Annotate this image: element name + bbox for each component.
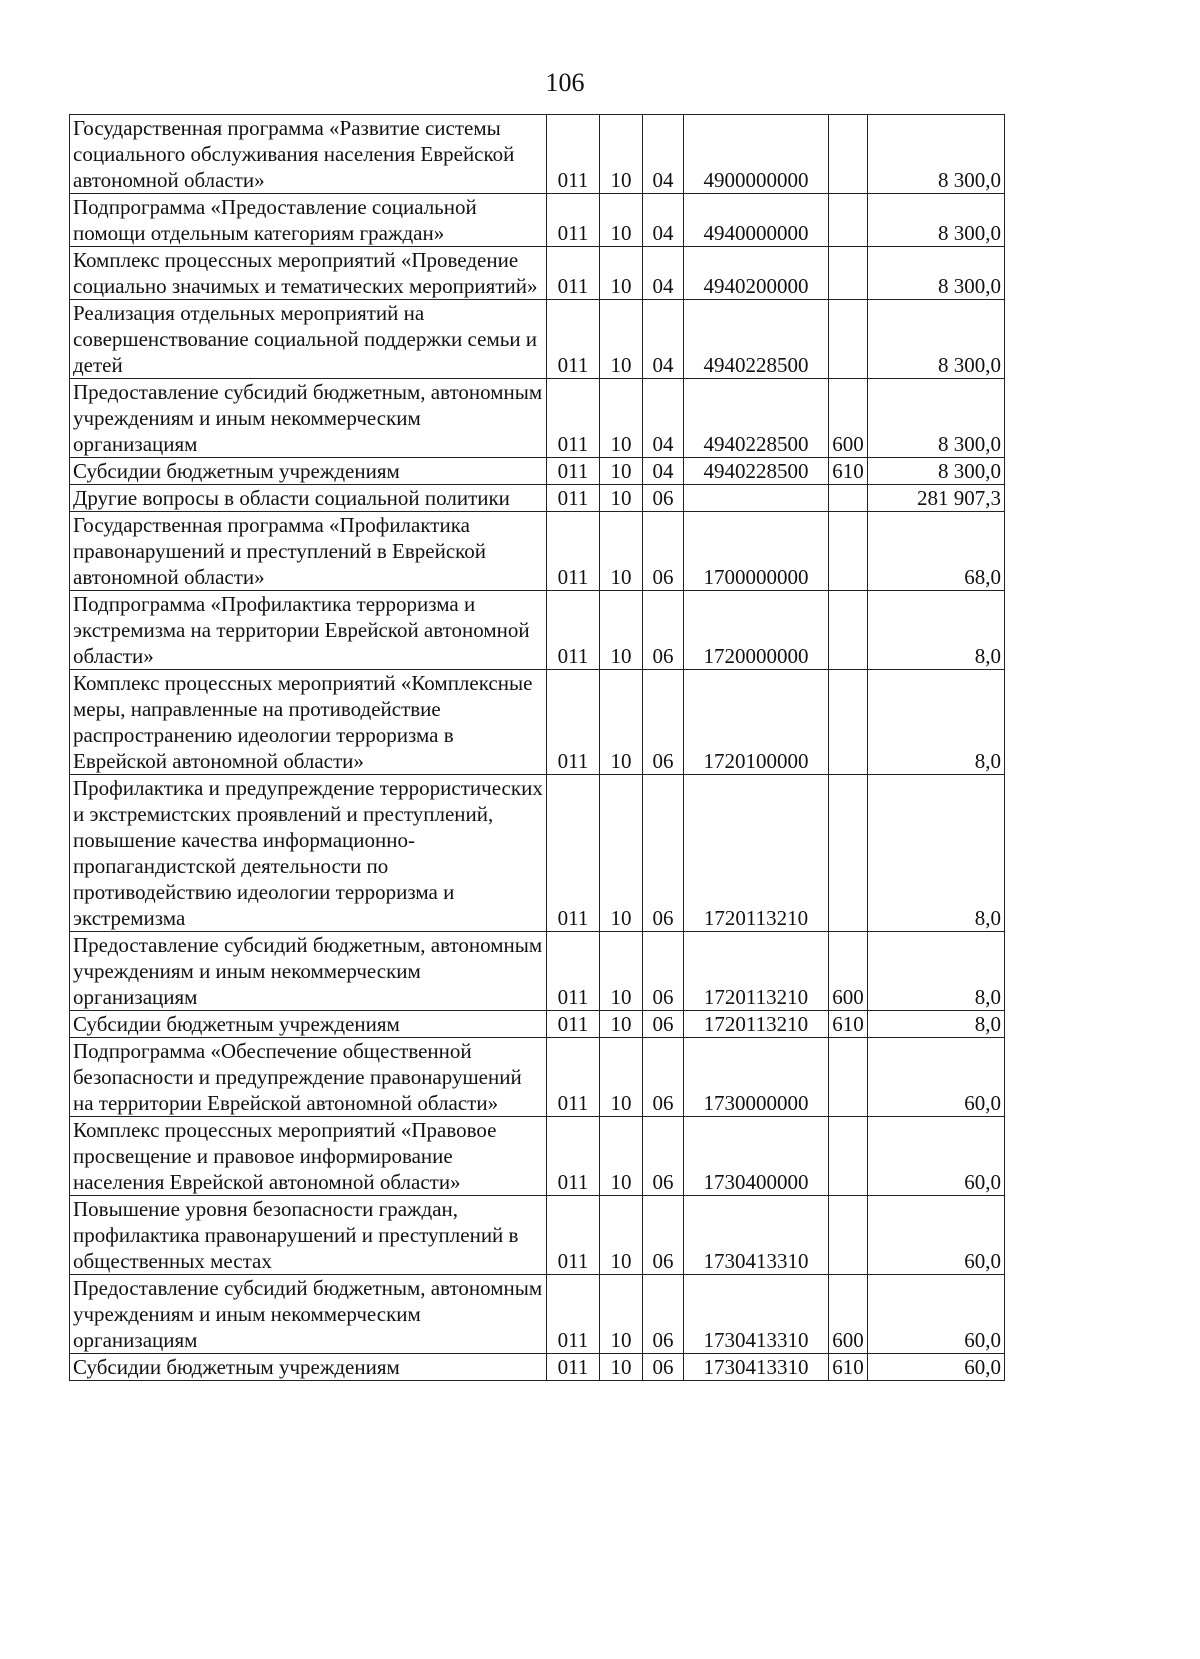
code-section: 10 [600,932,643,1011]
amount: 8 300,0 [868,115,1005,194]
amount: 8 300,0 [868,379,1005,458]
table-row [70,247,1005,300]
amount: 8,0 [868,1011,1005,1038]
row-name: Субсидии бюджетным учреждениям [70,458,547,485]
code-expense-type [829,115,868,194]
code-target: 1730400000 [684,1117,829,1196]
code-subsection: 04 [643,115,684,194]
row-name: Субсидии бюджетным учреждениям [70,1011,547,1038]
code-ministry: 011 [547,775,600,932]
amount: 60,0 [868,1038,1005,1117]
code-ministry: 011 [547,1117,600,1196]
table-row [70,591,1005,670]
amount: 60,0 [868,1354,1005,1381]
row-name: Профилактика и предупреждение террористических и экстремистских проявлений и преступлений, повышение качества информационно-пропагандистской деятельности по противодействию идеологии терроризма и экстремизма [70,775,547,932]
code-target: 4940000000 [684,194,829,247]
code-subsection: 06 [643,591,684,670]
row-name: Реализация отдельных мероприятий на совершенствование социальной поддержки семьи и детей [70,300,547,379]
code-target: 4940228500 [684,458,829,485]
code-section: 10 [600,512,643,591]
code-expense-type: 610 [829,1011,868,1038]
row-name: Другие вопросы в области социальной политики [70,485,547,512]
table-row [70,1038,1005,1117]
table-row [70,485,1005,512]
code-subsection: 06 [643,1196,684,1275]
row-name: Подпрограмма «Профилактика терроризма и экстремизма на территории Еврейской автономной области» [70,591,547,670]
code-ministry: 011 [547,1275,600,1354]
code-expense-type: 600 [829,379,868,458]
table-row [70,300,1005,379]
code-ministry: 011 [547,247,600,300]
code-subsection: 04 [643,194,684,247]
amount: 8,0 [868,670,1005,775]
row-name: Государственная программа «Развитие системы социального обслуживания населения Еврейской автономной области» [70,115,547,194]
code-target: 1730413310 [684,1354,829,1381]
amount: 8 300,0 [868,247,1005,300]
code-section: 10 [600,1011,643,1038]
code-target: 1720113210 [684,932,829,1011]
code-ministry: 011 [547,1354,600,1381]
amount: 8,0 [868,932,1005,1011]
code-target: 1720113210 [684,1011,829,1038]
code-ministry: 011 [547,115,600,194]
code-expense-type [829,247,868,300]
code-section: 10 [600,379,643,458]
code-ministry: 011 [547,1196,600,1275]
amount: 8,0 [868,775,1005,932]
code-expense-type: 610 [829,458,868,485]
amount: 60,0 [868,1196,1005,1275]
code-target: 4940200000 [684,247,829,300]
code-target: 1700000000 [684,512,829,591]
code-target: 1730000000 [684,1038,829,1117]
code-section: 10 [600,115,643,194]
row-name: Субсидии бюджетным учреждениям [70,1354,547,1381]
budget-table [69,114,1005,1381]
code-expense-type: 600 [829,932,868,1011]
code-ministry: 011 [547,458,600,485]
code-section: 10 [600,1275,643,1354]
table-row [70,458,1005,485]
code-target: 4900000000 [684,115,829,194]
code-section: 10 [600,485,643,512]
code-section: 10 [600,247,643,300]
code-target: 4940228500 [684,379,829,458]
table-row [70,932,1005,1011]
code-subsection: 06 [643,485,684,512]
row-name: Комплекс процессных мероприятий «Правовое просвещение и правовое информирование населения Еврейской автономной области» [70,1117,547,1196]
code-expense-type [829,512,868,591]
code-subsection: 06 [643,512,684,591]
code-subsection: 06 [643,1275,684,1354]
code-section: 10 [600,300,643,379]
code-expense-type [829,1196,868,1275]
code-target: 1720113210 [684,775,829,932]
code-expense-type: 610 [829,1354,868,1381]
code-section: 10 [600,1117,643,1196]
row-name: Подпрограмма «Предоставление социальной помощи отдельным категориям граждан» [70,194,547,247]
code-section: 10 [600,1354,643,1381]
code-target [684,485,829,512]
row-name: Предоставление субсидий бюджетным, автономным учреждениям и иным некоммерческим организациям [70,932,547,1011]
table-row [70,115,1005,194]
table-row [70,379,1005,458]
page-number: 106 [545,68,585,97]
table-row [70,1196,1005,1275]
row-name: Государственная программа «Профилактика правонарушений и преступлений в Еврейской автономной области» [70,512,547,591]
code-expense-type [829,1038,868,1117]
code-expense-type [829,1117,868,1196]
code-subsection: 04 [643,379,684,458]
code-ministry: 011 [547,1011,600,1038]
table-row [70,1011,1005,1038]
code-ministry: 011 [547,512,600,591]
code-target: 1730413310 [684,1275,829,1354]
code-ministry: 011 [547,1038,600,1117]
table-row [70,775,1005,932]
code-subsection: 06 [643,775,684,932]
code-subsection: 06 [643,1117,684,1196]
code-section: 10 [600,1196,643,1275]
table-row [70,1354,1005,1381]
code-subsection: 06 [643,932,684,1011]
table-row [70,670,1005,775]
code-subsection: 06 [643,1011,684,1038]
code-target: 1720000000 [684,591,829,670]
amount: 60,0 [868,1275,1005,1354]
row-name: Предоставление субсидий бюджетным, автономным учреждениям и иным некоммерческим организациям [70,379,547,458]
code-ministry: 011 [547,932,600,1011]
code-expense-type [829,775,868,932]
code-section: 10 [600,458,643,485]
code-expense-type [829,300,868,379]
row-name: Комплекс процессных мероприятий «Проведение социально значимых и тематических мероприятий» [70,247,547,300]
code-expense-type: 600 [829,1275,868,1354]
code-target: 4940228500 [684,300,829,379]
code-expense-type [829,485,868,512]
code-ministry: 011 [547,194,600,247]
amount: 281 907,3 [868,485,1005,512]
code-section: 10 [600,670,643,775]
code-ministry: 011 [547,379,600,458]
amount: 8 300,0 [868,194,1005,247]
code-subsection: 06 [643,670,684,775]
code-expense-type [829,591,868,670]
code-section: 10 [600,591,643,670]
code-subsection: 04 [643,458,684,485]
code-ministry: 011 [547,670,600,775]
table-row [70,512,1005,591]
code-ministry: 011 [547,485,600,512]
code-subsection: 06 [643,1038,684,1117]
code-section: 10 [600,194,643,247]
code-target: 1730413310 [684,1196,829,1275]
code-subsection: 06 [643,1354,684,1381]
code-section: 10 [600,1038,643,1117]
table-row [70,1117,1005,1196]
row-name: Предоставление субсидий бюджетным, автономным учреждениям и иным некоммерческим организациям [70,1275,547,1354]
table-row [70,194,1005,247]
amount: 8 300,0 [868,300,1005,379]
code-target: 1720100000 [684,670,829,775]
code-subsection: 04 [643,247,684,300]
code-subsection: 04 [643,300,684,379]
amount: 68,0 [868,512,1005,591]
row-name: Подпрограмма «Обеспечение общественной безопасности и предупреждение правонарушений на территории Еврейской автономной области» [70,1038,547,1117]
code-expense-type [829,670,868,775]
amount: 60,0 [868,1117,1005,1196]
amount: 8 300,0 [868,458,1005,485]
code-expense-type [829,194,868,247]
amount: 8,0 [868,591,1005,670]
code-ministry: 011 [547,300,600,379]
code-ministry: 011 [547,591,600,670]
row-name: Комплекс процессных мероприятий «Комплексные меры, направленные на противодействие распространению идеологии терроризма в Еврейской автономной области» [70,670,547,775]
code-section: 10 [600,775,643,932]
row-name: Повышение уровня безопасности граждан, профилактика правонарушений и преступлений в общественных местах [70,1196,547,1275]
table-row [70,1275,1005,1354]
